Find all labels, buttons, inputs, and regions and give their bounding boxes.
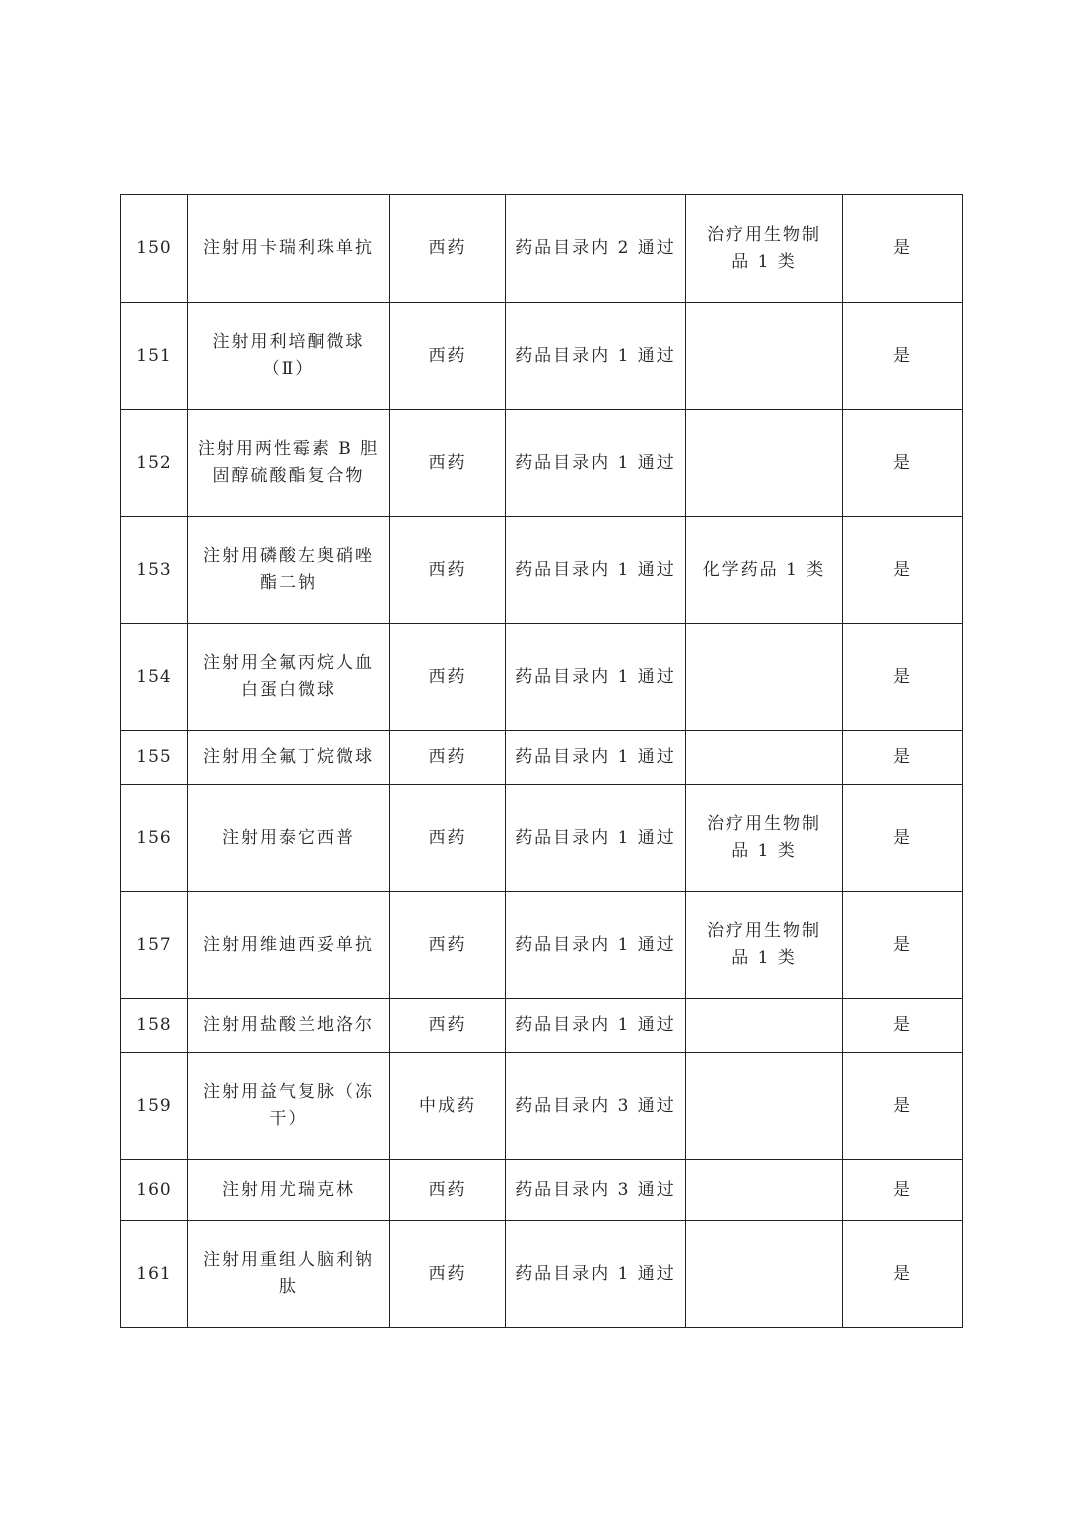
drug-type: 西药 — [390, 731, 506, 785]
drug-name — [188, 999, 390, 1053]
cell-line: 注射用益气复脉（冻 — [203, 1082, 374, 1102]
row-number: 152 — [121, 410, 188, 517]
cell-line: 注射用全氟丙烷人血 — [203, 653, 374, 673]
flag-cell: 是 — [843, 731, 963, 785]
flag-cell: 是 — [843, 785, 963, 892]
cell-line: 白蛋白微球 — [241, 680, 336, 700]
drug-name — [188, 892, 390, 999]
flag-cell: 是 — [843, 1221, 963, 1328]
flag-cell: 是 — [843, 1160, 963, 1221]
row-number: 157 — [121, 892, 188, 999]
row-number: 158 — [121, 999, 188, 1053]
drug-category — [686, 410, 843, 517]
table-row — [121, 517, 963, 624]
cell-line: 固醇硫酸酯复合物 — [212, 466, 365, 486]
cell-line: 干） — [269, 1109, 308, 1129]
table-row — [121, 892, 963, 999]
cell-line: 注射用全氟丁烷微球 — [203, 747, 374, 767]
drug-category — [686, 892, 843, 999]
drug-category — [686, 785, 843, 892]
row-number: 150 — [121, 195, 188, 303]
table-row — [121, 785, 963, 892]
cell-line: 注射用两性霉素 B 胆 — [197, 439, 380, 459]
table-row — [121, 195, 963, 303]
cell-line: 化学药品 1 类 — [702, 559, 826, 580]
cell-line: 注射用盐酸兰地洛尔 — [203, 1015, 374, 1035]
drug-type: 西药 — [390, 517, 506, 624]
review-status: 药品目录内 1 通过 — [506, 303, 686, 410]
drug-type: 西药 — [390, 785, 506, 892]
drug-name — [188, 303, 390, 410]
drug-name — [188, 1221, 390, 1328]
flag-cell: 是 — [843, 410, 963, 517]
review-status: 药品目录内 1 通过 — [506, 410, 686, 517]
table-row — [121, 410, 963, 517]
drug-name — [188, 785, 390, 892]
review-status: 药品目录内 1 通过 — [506, 517, 686, 624]
flag-cell: 是 — [843, 195, 963, 303]
cell-line: 治疗用生物制 — [707, 921, 821, 941]
drug-type: 西药 — [390, 195, 506, 303]
flag-cell: 是 — [843, 892, 963, 999]
review-status: 药品目录内 1 通过 — [506, 785, 686, 892]
drug-type: 中成药 — [390, 1053, 506, 1160]
review-status: 药品目录内 1 通过 — [506, 1221, 686, 1328]
drug-category — [686, 1221, 843, 1328]
drug-table — [120, 194, 963, 1328]
row-number: 155 — [121, 731, 188, 785]
drug-type: 西药 — [390, 410, 506, 517]
cell-line: 注射用卡瑞利珠单抗 — [203, 238, 374, 258]
cell-line: 注射用重组人脑利钠 — [203, 1250, 374, 1270]
drug-table-body — [121, 195, 963, 1328]
drug-name — [188, 624, 390, 731]
flag-cell: 是 — [843, 999, 963, 1053]
cell-line: 治疗用生物制 — [707, 814, 821, 834]
drug-name — [188, 1053, 390, 1160]
cell-line: 注射用磷酸左奥硝唑 — [203, 546, 374, 566]
cell-line: 注射用尤瑞克林 — [222, 1179, 355, 1200]
drug-category — [686, 1160, 843, 1221]
drug-type: 西药 — [390, 1221, 506, 1328]
row-number: 156 — [121, 785, 188, 892]
review-status: 药品目录内 1 通过 — [506, 731, 686, 785]
flag-cell: 是 — [843, 303, 963, 410]
review-status: 药品目录内 3 通过 — [506, 1160, 686, 1221]
table-row — [121, 1160, 963, 1221]
drug-type: 西药 — [390, 999, 506, 1053]
flag-cell: 是 — [843, 1053, 963, 1160]
row-number: 160 — [121, 1160, 188, 1221]
drug-name — [188, 731, 390, 785]
row-number: 154 — [121, 624, 188, 731]
drug-name — [188, 1160, 390, 1221]
drug-name — [188, 410, 390, 517]
cell-line: 注射用泰它西普 — [222, 827, 355, 848]
drug-type: 西药 — [390, 1160, 506, 1221]
table-row — [121, 624, 963, 731]
drug-name — [188, 195, 390, 303]
drug-category — [686, 1053, 843, 1160]
drug-type: 西药 — [390, 303, 506, 410]
cell-line: 酯二钠 — [260, 573, 317, 593]
row-number: 159 — [121, 1053, 188, 1160]
review-status: 药品目录内 1 通过 — [506, 892, 686, 999]
table-row — [121, 1053, 963, 1160]
drug-name — [188, 517, 390, 624]
drug-category — [686, 624, 843, 731]
flag-cell: 是 — [843, 517, 963, 624]
cell-line: 肽 — [279, 1277, 298, 1297]
review-status: 药品目录内 2 通过 — [506, 195, 686, 303]
drug-type: 西药 — [390, 624, 506, 731]
drug-category — [686, 999, 843, 1053]
cell-line: （Ⅱ） — [262, 359, 315, 379]
drug-type: 西药 — [390, 892, 506, 999]
row-number: 161 — [121, 1221, 188, 1328]
row-number: 151 — [121, 303, 188, 410]
flag-cell: 是 — [843, 624, 963, 731]
cell-line: 品 1 类 — [731, 841, 797, 861]
table-row — [121, 731, 963, 785]
review-status: 药品目录内 1 通过 — [506, 624, 686, 731]
drug-category — [686, 517, 843, 624]
drug-category — [686, 303, 843, 410]
review-status: 药品目录内 1 通过 — [506, 999, 686, 1053]
drug-category — [686, 731, 843, 785]
table-row — [121, 303, 963, 410]
table-row — [121, 999, 963, 1053]
review-status: 药品目录内 3 通过 — [506, 1053, 686, 1160]
cell-line: 品 1 类 — [731, 948, 797, 968]
cell-line: 品 1 类 — [731, 251, 797, 272]
table-row — [121, 1221, 963, 1328]
row-number: 153 — [121, 517, 188, 624]
cell-line: 治疗用生物制 — [707, 224, 821, 245]
cell-line: 注射用利培酮微球 — [212, 332, 365, 352]
drug-category — [686, 195, 843, 303]
cell-line: 注射用维迪西妥单抗 — [203, 934, 374, 955]
